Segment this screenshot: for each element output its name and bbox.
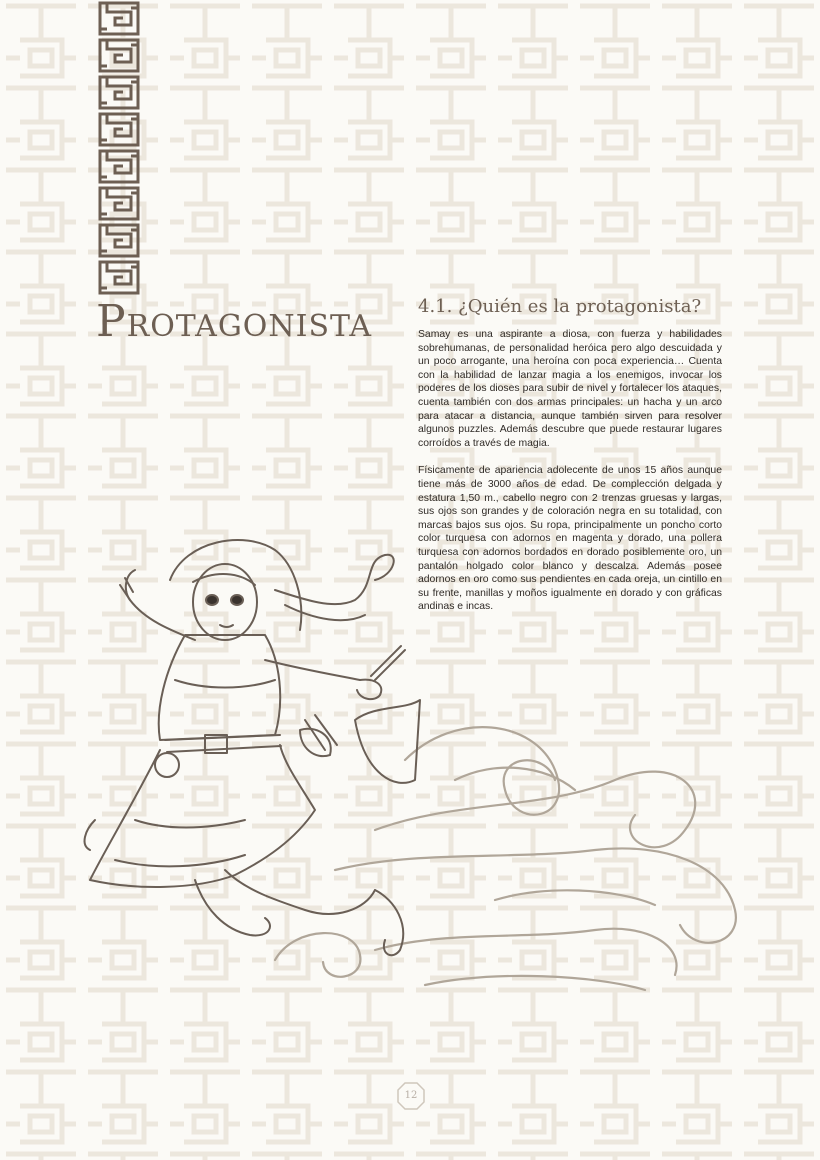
paragraph-appearance: Físicamente de apariencia adolecente de unos 15 años aunque tiene más de 3000 años de edad. De complección delgada y estatura 1,50 m., cabello negro con 2 trenzas gruesas y largas, sus ojos son grandes y de coloración negra en su totalidad, con marcas bajos sus ojos. Su ropa, principalmente un poncho corto color turquesa con adornos en magenta y dorado, una pollera turquesa con adornos bordados en dorado posiblemente oro, un pantalón holgado color blanco y descalza. Además posee adornos en oro como sus pendientes en cada oreja, un cintillo en su frente, manillas y moños igualmente en dorado y con gráficas andinas e incas. (418, 465, 722, 613)
decorative-border-strip (97, 0, 141, 296)
paragraph-description: Samay es una aspirante a diosa, con fuerza y habilidades sobrehumanas, de personalidad heróica pero algo descuidada y un poco arrogante, una heroína con poca experiencia… Cuenta con la habilidad de lanzar magia a los enemigos, invocar los poderes de los dioses para subir de nivel y fortalecer los ataques, cuenta también con dos armas principales: un hacha y un arco para atacar a distancia, aunque también sirven para resolver algunos puzzles. Además descubre que puede restaurar lugares corroídos a través de magia. (418, 329, 722, 449)
section-heading: 4.1. ¿Quién es la protagonista? (418, 296, 702, 317)
page-title (96, 296, 373, 347)
page-title-initial: P (96, 296, 127, 347)
page-number (396, 1081, 426, 1111)
wind-swirls (275, 727, 736, 990)
page-number-label: 12 (404, 1090, 418, 1101)
protagonist-illustration (75, 530, 755, 1000)
character-sketch (85, 540, 420, 955)
page-title-rest: ROTAGONISTA (126, 309, 373, 344)
